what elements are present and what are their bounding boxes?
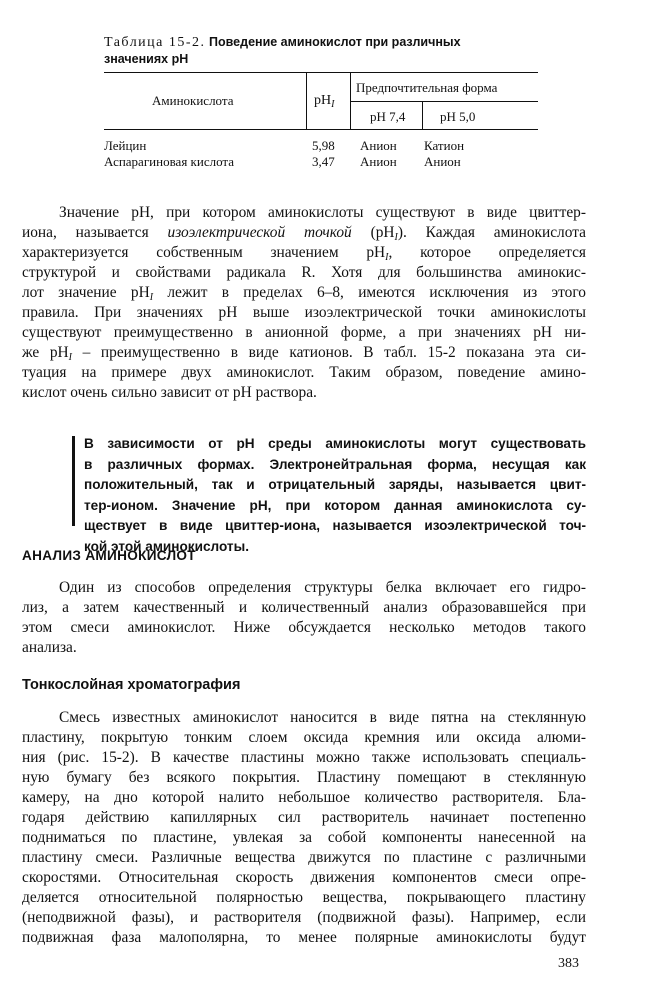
subsection-heading: Тонкослойная хроматография: [22, 677, 241, 693]
paragraph-analysis: Один из способов определения структуры белка включает его гидро- лиз, а затем качественный и количественный анализ образовавшейся при этом смеси аминокислот. Ниже обсуждается несколько методов такого анализа.: [22, 579, 586, 656]
paragraph-tlc: Смесь известных аминокислот наносится в виде пятна на стеклянную пластину, покрытую тонким слоем оксида кремния или оксида алюми- ния (рис. 15-2). В качестве пластины можно также использовать специаль- ную бумагу без всякого покрытия. Пластину помещают в стеклянную камеру, на дно которой налито небольшое количество растворителя. Бла- годаря действию капиллярных сил растворитель начинает постепенно подниматься по пластине, увлекая за собой компоненты нанесенной на пластину смеси. Различные вещества движутся по пластине с различными скоростями. Относительная скорость движения компонентов смеси опре- деляется относительной полярностью вещества, покрывающего пластину (неподвижной фазы), и растворителя (подвижной фазы). Например, если подвижная фаза малополярна, то менее полярные аминокислоты будут: [22, 709, 586, 946]
row-1-phi: 5,98: [312, 138, 335, 153]
page-number: 383: [558, 956, 579, 971]
section-heading: АНАЛИЗ АМИНОКИСЛОТ: [22, 548, 196, 563]
row-1-ph74: Анион: [360, 138, 397, 153]
amino-acid-table: [104, 72, 538, 172]
table-header-rule: [104, 129, 538, 130]
table-top-rule: [104, 72, 538, 73]
summary-box: В зависимости от pH среды аминокислоты могут существовать в различных формах. Электронейтральная форма, несущая как положительный, так и отрицательный заряды, называется цвит- тер-ионом. Значение pH, при котором данная аминокислота су- ществует в виде цвиттер-иона, называется изоэлектрической точ- кой этой аминокислоты.: [84, 436, 586, 554]
table-mid-rule: [350, 101, 538, 102]
caption-label: Таблица 15-2.: [104, 35, 206, 50]
header-phi: $pH_I$: [314, 93, 335, 110]
row-1-name: Лейцин: [104, 138, 147, 153]
row-2-phi: 3,47: [312, 154, 335, 169]
table-vrule-3: [422, 101, 423, 129]
header-ph-74: pH 7,4: [370, 109, 406, 124]
header-amino-acid: Аминокислота: [152, 93, 234, 108]
summary-bar: [72, 436, 75, 526]
row-2-name: Аспарагиновая кислота: [104, 154, 235, 169]
table-vrule-1: [306, 72, 307, 129]
header-ph-50: pH 5,0: [440, 109, 476, 124]
table-vrule-2: [350, 72, 351, 129]
row-1-ph50: Катион: [424, 138, 465, 153]
caption-title-1: Поведение аминокислот при различных: [209, 35, 461, 49]
header-preferred-form: Предпочтительная форма: [356, 80, 498, 95]
caption-title-2: значениях pH: [104, 52, 189, 66]
row-2-ph74: Анион: [360, 154, 397, 169]
row-2-ph50: Анион: [424, 154, 461, 169]
paragraph-isoelectric: Значение pH, при котором аминокислоты существуют в виде цвиттер- иона, называется изоэлектрической точкой $(pH_I)$. Каждая аминокислота характеризуется собственным значением $pH_I$, которое определяется структурой и свойствами радикала R. Хотя для большинства аминокис- лот значение $pH_I$ лежит в пределах 6–8, имеются исключения из этого правила. При значениях pH выше изоэлектрической точки аминокислоты существуют преимущественно в анионной форме, а при значениях pH ни- же $pH_I$ – преимущественно в виде катионов. В табл. 15-2 показана эта си- туация на примере двух аминокислот. Таким образом, поведение амино- кислот очень сильно зависит от pH раствора.: [22, 204, 586, 401]
table-caption: [104, 34, 524, 68]
